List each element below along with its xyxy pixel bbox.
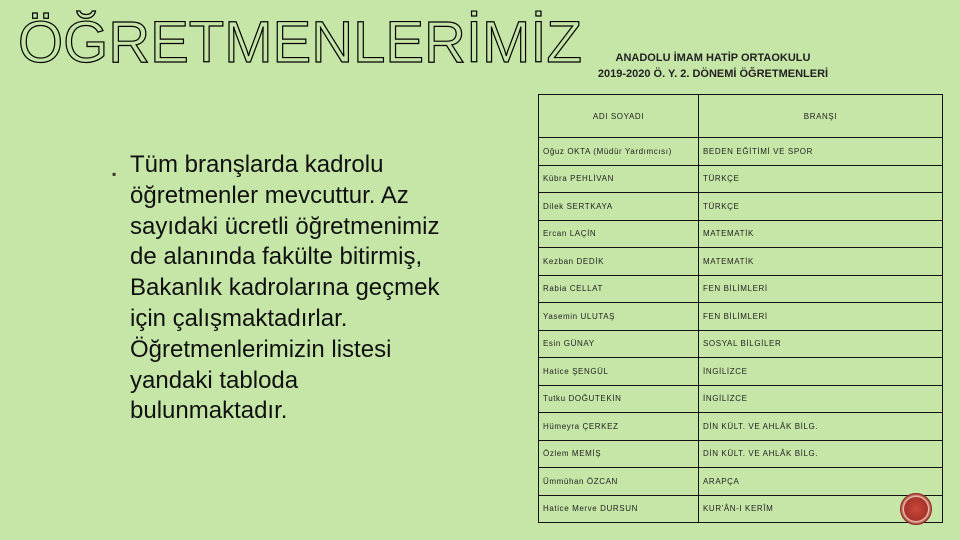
teacher-branch: KUR'ÂN-I KERÎM (699, 495, 943, 523)
teacher-branch: MATEMATİK (699, 220, 943, 248)
teacher-name: Esin GÜNAY (539, 330, 699, 358)
teacher-branch: BEDEN EĞİTİMİ VE SPOR (699, 138, 943, 166)
school-logo-icon (900, 493, 932, 525)
header-branch: BRANŞI (699, 95, 943, 138)
table-row (539, 385, 943, 413)
teacher-name: Hatice Merve DURSUN (539, 495, 699, 523)
teacher-name: Rabia CELLAT (539, 275, 699, 303)
teacher-name: Kübra PEHLİVAN (539, 165, 699, 193)
table-row (539, 248, 943, 276)
teacher-branch: FEN BİLİMLERİ (699, 303, 943, 331)
table-row (539, 468, 943, 496)
teacher-name: Hatice ŞENGÜL (539, 358, 699, 386)
teacher-branch: ARAPÇA (699, 468, 943, 496)
teacher-branch: FEN BİLİMLERİ (699, 275, 943, 303)
teacher-branch: SOSYAL BİLGİLER (699, 330, 943, 358)
table-row (539, 330, 943, 358)
teacher-branch: TÜRKÇE (699, 193, 943, 221)
teacher-branch: DİN KÜLT. VE AHLÂK BİLG. (699, 413, 943, 441)
term-label: 2019-2020 Ö. Y. 2. DÖNEMİ ÖĞRETMENLERİ (597, 68, 829, 80)
table-row (539, 138, 943, 166)
table-row (539, 440, 943, 468)
page-title: ÖĞRETMENLERİMİZ (18, 10, 582, 75)
table-row (539, 413, 943, 441)
square-bullet-icon: ▪ (112, 167, 117, 181)
teacher-name: Ümmühan ÖZCAN (539, 468, 699, 496)
school-name: ANADOLU İMAM HATİP ORTAOKULU (615, 52, 811, 64)
bullet-paragraph (112, 150, 442, 427)
teacher-branch: DİN KÜLT. VE AHLÂK BİLG. (699, 440, 943, 468)
teacher-name: Hümeyra ÇERKEZ (539, 413, 699, 441)
teacher-name: Yasemin ULUTAŞ (539, 303, 699, 331)
table-row (539, 358, 943, 386)
header-name: ADI SOYADI (539, 95, 699, 138)
teacher-branch: MATEMATİK (699, 248, 943, 276)
teacher-name: Ercan LAÇİN (539, 220, 699, 248)
teacher-branch: TÜRKÇE (699, 165, 943, 193)
table-row (539, 220, 943, 248)
table-row (539, 303, 943, 331)
table-row (539, 193, 943, 221)
teacher-name: Özlem MEMİŞ (539, 440, 699, 468)
table-row (539, 165, 943, 193)
teacher-name: Oğuz OKTA (Müdür Yardımcısı) (539, 138, 699, 166)
teacher-branch: İNGİLİZCE (699, 385, 943, 413)
teacher-name: Tutku DOĞUTEKİN (539, 385, 699, 413)
table-row (539, 275, 943, 303)
teacher-name: Dilek SERTKAYA (539, 193, 699, 221)
table-row (539, 495, 943, 523)
teacher-branch: İNGİLİZCE (699, 358, 943, 386)
teacher-name: Kezban DEDİK (539, 248, 699, 276)
teachers-table (538, 94, 943, 523)
table-header-row (539, 95, 943, 138)
school-heading (588, 50, 838, 82)
bullet-text: Tüm branşlarda kadrolu öğretmenler mevcuttur. Az sayıdaki ücretli öğretmenimiz de alanında fakülte bitirmiş, Bakanlık kadrolarına geçmek için çalışmaktadırlar. Öğretmenlerimizin listesi yandaki tabloda bulunmaktadır. (130, 151, 440, 425)
